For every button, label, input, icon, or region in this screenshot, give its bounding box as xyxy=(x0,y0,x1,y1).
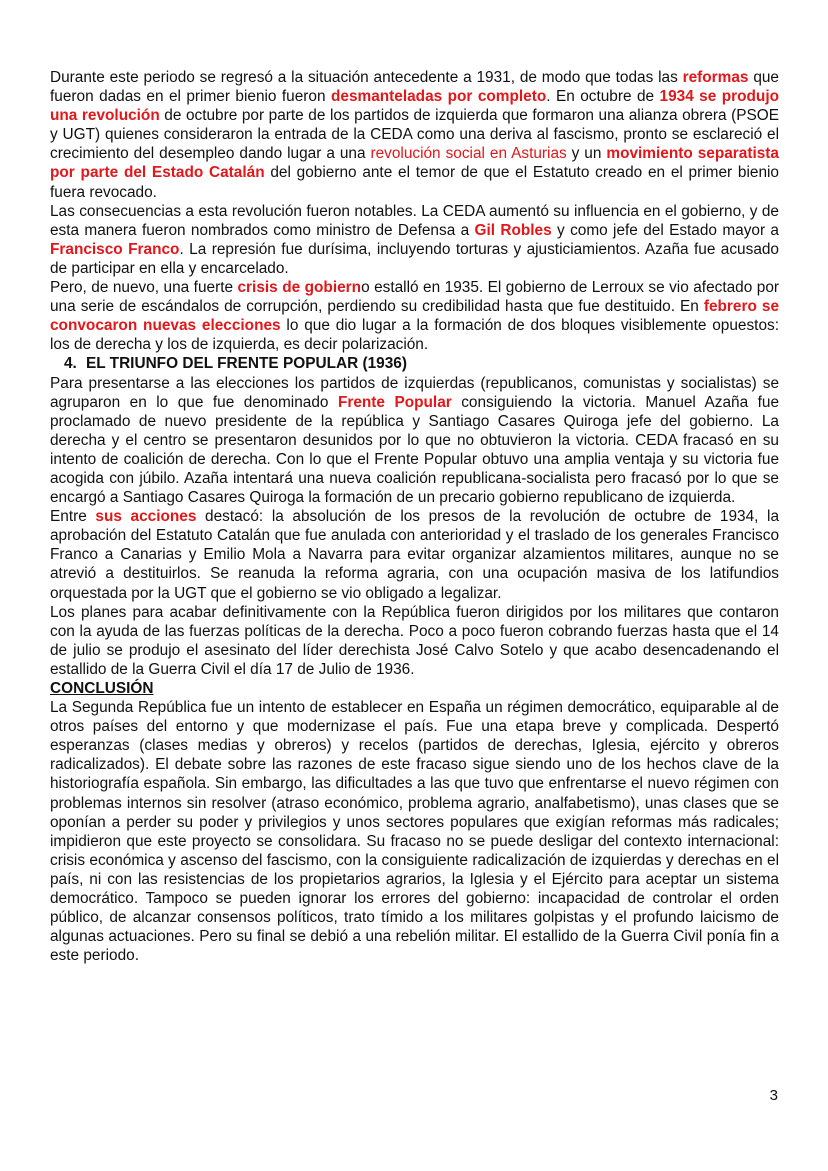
highlighted-phrase: Francisco Franco xyxy=(50,240,180,258)
conclusion-heading: CONCLUSIÓN xyxy=(50,680,154,697)
paragraph-crisis-gobierno xyxy=(50,278,779,354)
paragraph-conclusion xyxy=(50,698,779,965)
highlighted-phrase: 1934 se produjo una revolución xyxy=(50,88,779,125)
highlighted-phrase: reformas xyxy=(682,69,749,86)
paragraph-bienio-negro xyxy=(50,68,779,202)
highlighted-phrase: febrero se convocaron nuevas elecciones xyxy=(50,298,780,335)
text-run: consiguiendo la victoria. Manuel Azaña fue proclamado de nuevo presidente de la república y Santiago Casares Quiroga jefe del gobierno. La derecha y el centro se presentaron desunidos por lo que no obtuvieron la victoria. CEDA fracasó en su intento de coalición de derecha. Con lo que el Frente Popular obtuvo una amplia ventaja y su victoria fue acogida con júbilo. Azaña intentará una nueva coalición republicana-socialista pero fracasó por lo que se encargó a Santiago Casares Quiroga la formación de un precario gobierno republicano de izquierda. xyxy=(50,393,779,507)
text-run: Los planes para acabar definitivamente con la República fueron dirigidos por los militares que contaron con la ayuda de las fuerzas políticas de la derecha. Poco a poco fueron cobrando fuerzas hasta que el 14 de julio se produjo el asesinato del líder derechista José Calvo Sotelo y que acabo desencadenando el estallido de la Guerra Civil el día 17 de Julio de 1936. xyxy=(50,603,779,678)
highlighted-phrase: movimiento separatista por parte del Estado Catalán xyxy=(50,145,779,182)
text-run: y un xyxy=(566,145,607,163)
text-run: Entre xyxy=(50,508,96,526)
highlighted-phrase: Gil Robles xyxy=(474,221,552,239)
highlighted-phrase: Frente Popular xyxy=(337,393,452,411)
section-number: 4. xyxy=(64,355,77,373)
paragraph-consecuencias xyxy=(50,202,779,278)
text-run: Pero, de nuevo, una fuerte xyxy=(50,279,238,297)
text-run: . La represión fue durísima, incluyendo torturas y ajusticiamientos. Azaña fue acusado de participar en ella y encarcelado. xyxy=(50,240,779,277)
text-run: que fueron dadas en el primer bienio fueron xyxy=(50,69,779,106)
document-body xyxy=(50,68,779,965)
highlighted-phrase: crisis de gobiern xyxy=(237,279,362,297)
paragraph-acciones xyxy=(50,507,779,602)
text-run: Durante este periodo se regresó a la situación antecedente a 1931, de modo que todas las xyxy=(50,69,683,86)
text-run: lo que dio lugar a la formación de dos bloques visiblemente opuestos: los de derecha y los de izquierda, es decir polarización. xyxy=(50,317,779,354)
highlighted-phrase: sus acciones xyxy=(95,508,197,526)
section-title: EL TRIUNFO DEL FRENTE POPULAR (1936) xyxy=(86,355,407,373)
page-number: 3 xyxy=(769,1087,778,1104)
text-run: Las consecuencias a esta revolución fueron notables. La CEDA aumentó su influencia en el gobierno, y de esta manera fueron nombrados como ministro de Defensa a xyxy=(50,202,779,239)
highlighted-phrase: revolución social en Asturias xyxy=(370,145,567,163)
section-heading-frente-popular xyxy=(50,354,779,373)
text-run: Para presentarse a las elecciones los partidos de izquierdas (republicanos, comunistas y socialistas) se agruparon en lo que fue denominado xyxy=(50,374,779,411)
text-run: o estalló en 1935. El gobierno de Lerroux se vio afectado por una serie de escándalos de corrupción, perdiendo su credibilidad hasta que fue destituido. En xyxy=(50,279,780,316)
text-run: y como jefe del Estado mayor a xyxy=(551,221,779,239)
highlighted-phrase: desmanteladas por completo xyxy=(330,88,547,106)
paragraph-guerra-civil xyxy=(50,603,779,679)
text-run: La Segunda República fue un intento de establecer en España un régimen democrático, equiparable al de otros países del entorno y que modernizase el país. Fue una etapa breve y complicada. Despertó esperanzas (clases medias y obreros) y recelos (partidos de derechas, Iglesia, ejército y obreros radicalizados). El debate sobre las razones de este fracaso sigue siendo uno de los hechos clave de la historiografía española. Sin embargo, las dificultades a las que tuvo que enfrentarse el nuevo régimen con problemas internos sin resolver (atraso económico, problema agrario, analfabetismo), unas clases que se oponían a perder su poder y privilegios y unos sectores populares que exigían reformas más radicales; impidieron que este proyecto se consolidara. Su fracaso no se puede desligar del contexto internacional: crisis económica y ascenso del fascismo, con la consiguiente radicalización de izquierdas y derechas en el país, ni con las resistencias de los propietarios agrarios, la Iglesia y el Ejército para aceptar un sistema democrático. Tampoco se pueden ignorar los errores del gobierno: incapacidad de controlar el orden público, de alcanzar consensos políticos, trato tímido a los militares golpistas y el profundo laicismo de algunas actuaciones. Pero su final se debió a una rebelión militar. El estallido de la Guerra Civil ponía fin a este periodo. xyxy=(50,699,779,965)
text-run: destacó: la absolución de los presos de la revolución de octubre de 1934, la aprobación del Estatuto Catalán que fue anulada con anterioridad y el traslado de los generales Francisco Franco a Canarias y Emilio Mola a Navarra para evitar organizar alzamientos militares, aunque no se atrevió a destituirlos. Se reanuda la reforma agraria, con una ocupación masiva de los latifundios orquestada por la UGT que el gobierno se vio obligado a legalizar. xyxy=(50,508,779,602)
text-run: . En octubre de xyxy=(546,88,660,106)
paragraph-elecciones xyxy=(50,374,779,508)
text-run: de octubre por parte de los partidos de izquierda que formaron una alianza obrera (PSOE y UGT) quienes consideraron la entrada de la CEDA como una deriva al fascismo, pronto se esclareció el crecimiento del desempleo dando lugar a una xyxy=(50,107,780,163)
text-run: del gobierno ante el temor de que el Estatuto creado en el primer bienio fuera revocado. xyxy=(50,164,779,201)
